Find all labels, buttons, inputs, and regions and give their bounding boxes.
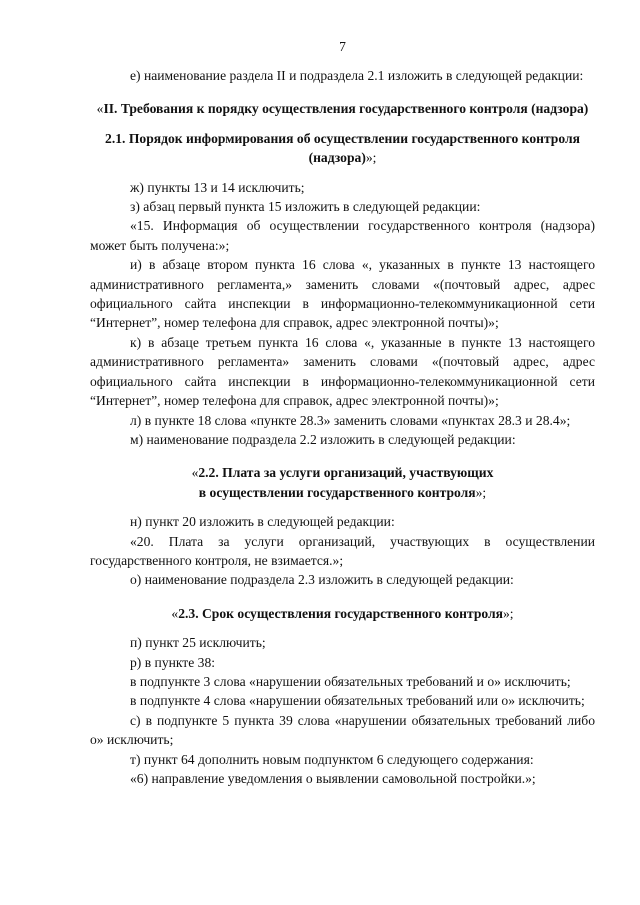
paragraph-r-sub3: в подпункте 3 слова «нарушении обязательных требований и о» исключить;	[130, 673, 571, 689]
paragraph-l: л) в пункте 18 слова «пункте 28.3» заменить словами «пунктах 28.3 и 28.4»;	[130, 412, 571, 428]
paragraph-p: п) пункт 25 исключить;	[130, 635, 266, 651]
paragraph-k: к) в абзаце третьем пункта 16 слова «, указанные в пункте 13 настоящего административного регламента» заменить словами «(почтовый адрес, адрес официального сайта инспекции в информационно-телекоммуникационной сети “Интернет”, номер телефона для справок, адрес электронной почты)»;	[90, 334, 595, 409]
quote-close: »;	[503, 605, 514, 621]
paragraph-quote-6: «6) направление уведомления о выявлении самовольной постройки.»;	[130, 771, 536, 786]
subsection-heading-2-2	[90, 463, 595, 502]
subsection-heading-2-2-line1: 2.2. Плата за услуги организаций, участвующих	[198, 465, 494, 481]
section-heading-2-text: II. Требования к порядку осуществления государственного контроля (надзора)	[103, 101, 589, 117]
quote-open: «	[191, 465, 199, 481]
quote-close: »;	[365, 150, 377, 166]
paragraph-i: и) в абзаце втором пункта 16 слова «, указанных в пункте 13 настоящего административного регламента,» заменить словами «(почтовый адрес, адрес официального сайта инспекции в информационно-телекоммуникационной сети “Интернет”, номер телефона для справок, адрес электронной почты)»;	[90, 257, 595, 331]
paragraph-quote-20: «20. Плата за услуги организаций, участвующих в осуществлении государственного контроля, не взимается.»;	[90, 533, 595, 568]
paragraph-quote-15: «15. Информация об осуществлении государственного контроля (надзора) может быть получена:»;	[90, 218, 595, 253]
paragraph-e: е) наименование раздела II и подраздела 2.1 изложить в следующей редакции:	[130, 68, 584, 83]
section-heading-2	[90, 99, 595, 118]
subsection-heading-2-1	[90, 129, 595, 168]
paragraph-r: р) в пункте 38:	[130, 654, 216, 670]
paragraph-s: с) в подпункте 5 пункта 39 слова «нарушении обязательных требований либо о» исключить;	[90, 712, 595, 748]
paragraph-zh: ж) пункты 13 и 14 исключить;	[130, 179, 305, 195]
paragraph-n: н) пункт 20 изложить в следующей редакции:	[130, 514, 395, 530]
paragraph-r-sub4: в подпункте 4 слова «нарушении обязательных требований или о» исключить;	[130, 693, 585, 709]
quote-open: «	[96, 101, 104, 117]
page-number: 7	[339, 39, 346, 54]
paragraph-m: м) наименование подраздела 2.2 изложить в следующей редакции:	[130, 431, 516, 447]
paragraph-o: о) наименование подраздела 2.3 изложить в следующей редакции:	[130, 572, 514, 588]
subsection-heading-2-3	[90, 604, 595, 623]
document-body	[90, 66, 595, 788]
quote-close: »;	[475, 484, 487, 500]
subsection-heading-2-1-text: 2.1. Порядок информирования об осуществлении государственного контроля (надзора)	[105, 130, 580, 166]
subsection-heading-2-3-text: 2.3. Срок осуществления государственного контроля	[178, 605, 503, 621]
quote-open: «	[171, 605, 179, 621]
paragraph-t: т) пункт 64 дополнить новым подпунктом 6 следующего содержания:	[130, 751, 534, 767]
subsection-heading-2-2-line2: в осуществлении государственного контроля	[198, 484, 476, 500]
paragraph-z: з) абзац первый пункта 15 изложить в следующей редакции:	[130, 199, 481, 215]
